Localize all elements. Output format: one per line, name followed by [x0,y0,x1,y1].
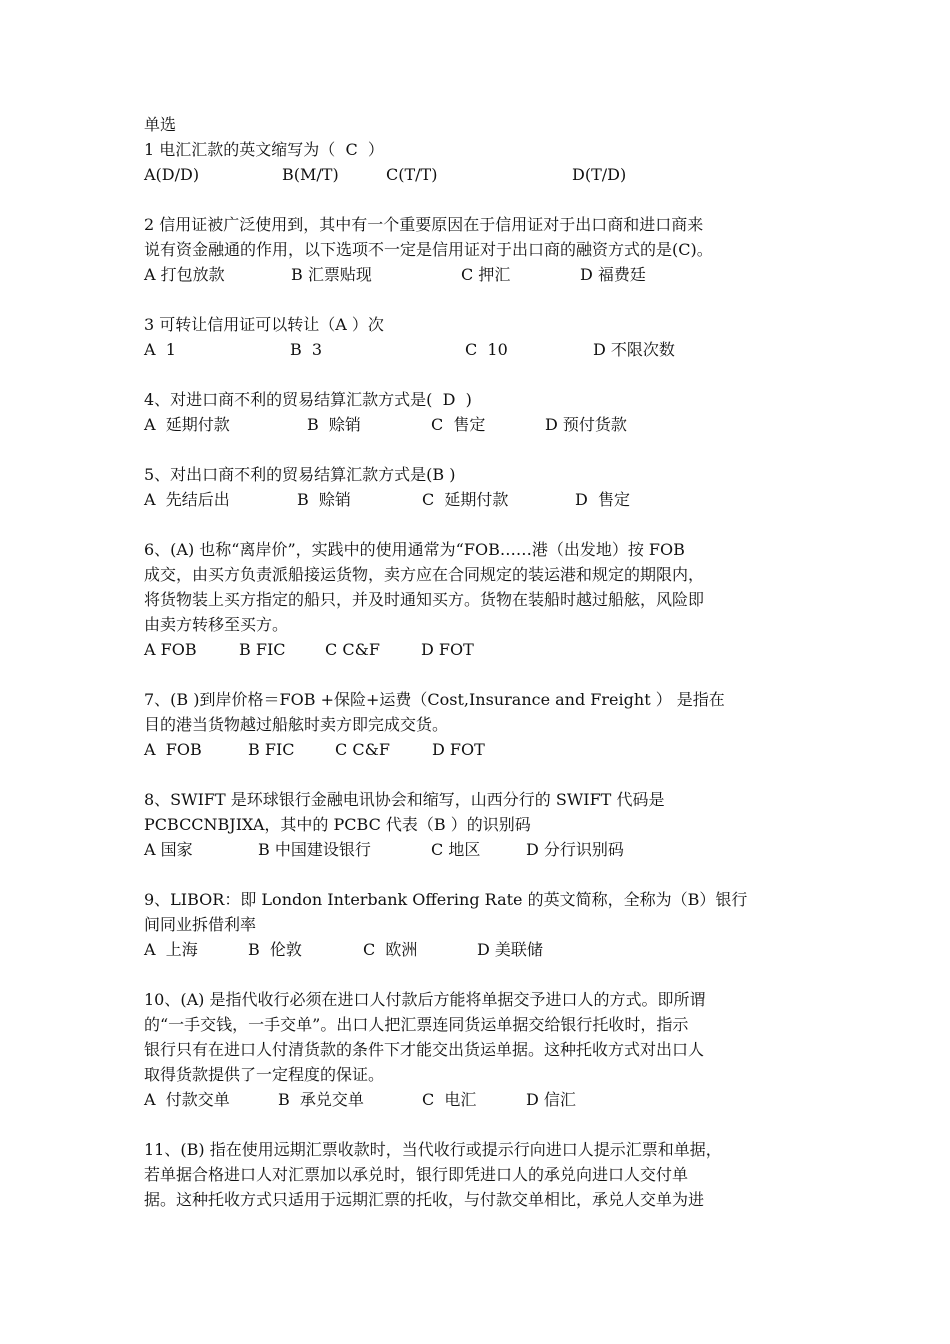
question-3 [144,312,814,362]
option-c: C 10 [465,340,508,359]
question-text: 银行只有在进口人付清货款的条件下才能交出货运单据。这种托收方式对出口人 [144,1040,705,1059]
option-b: B FIC [248,740,295,759]
question-4 [144,387,814,437]
question-text: 3 可转让信用证可以转让（A ）次 [144,315,384,334]
option-a: A 打包放款 [144,265,225,284]
option-b: B 赊销 [307,415,361,434]
question-text: 5、对出口商不利的贸易结算汇款方式是(B ) [144,465,456,484]
options-row [144,162,814,187]
question-text: 将货物装上买方指定的船只，并及时通知买方。货物在装船时越过船舷，风险即 [144,590,705,609]
question-text: 9、LIBOR：即 London Interbank Offering Rate 的英文简称，全称为（B）银行 [144,890,748,909]
option-b: B(M/T) [282,165,339,184]
option-a: A(D/D) [144,165,200,184]
question-text: 成交，由买方负责派船接运货物，卖方应在合同规定的装运港和规定的期限内， [144,565,705,584]
option-a: A FOB [144,640,197,659]
option-a: A 上海 [144,940,198,959]
question-text: 的“一手交钱，一手交单”。出口人把汇票连同货运单据交给银行托收时，指示 [144,1015,689,1034]
question-text: 取得货款提供了一定程度的保证。 [144,1065,385,1084]
option-d: D 信汇 [526,1090,576,1109]
option-d: D 不限次数 [593,340,675,359]
question-11 [144,1137,814,1212]
option-d: D 分行识别码 [526,840,624,859]
option-c: C 欧洲 [363,940,418,959]
option-c: C 押汇 [461,265,511,284]
question-7 [144,687,814,762]
question-text: 目的港当货物越过船舷时卖方即完成交货。 [144,715,449,734]
options-row [144,637,814,662]
question-text: 1 电汇汇款的英文缩写为（ C ） [144,140,384,159]
question-6 [144,537,814,662]
option-b: B 承兑交单 [278,1090,364,1109]
option-d: D 预付货款 [545,415,627,434]
option-a: A 1 [144,340,176,359]
option-c: C 电汇 [422,1090,477,1109]
option-c: C 延期付款 [422,490,509,509]
question-text: 间同业拆借利率 [144,915,257,934]
question-5 [144,462,814,512]
options-row [144,837,814,862]
option-b: B 伦敦 [248,940,302,959]
options-row [144,1087,814,1112]
question-text: PCBCCNBJIXA，其中的 PCBC 代表（B ）的识别码 [144,815,531,834]
options-row [144,737,814,762]
option-d: D FOT [421,640,474,659]
question-text: 2 信用证被广泛使用到，其中有一个重要原因在于信用证对于出口商和进口商来 [144,215,704,234]
option-d: D 售定 [575,490,631,509]
option-a: A 付款交单 [144,1090,230,1109]
question-9 [144,887,814,962]
option-a: A FOB [144,740,202,759]
options-row [144,337,814,362]
question-text: 11、(B) 指在使用远期汇票收款时，当代收行或提示行向进口人提示汇票和单据， [144,1140,722,1159]
option-b: B 汇票贴现 [291,265,372,284]
option-a: A 国家 [144,840,193,859]
option-d: D 美联储 [477,940,543,959]
option-b: B 3 [290,340,323,359]
section-header: 单选 [144,115,177,134]
option-c: C C&F [335,740,390,759]
question-text: 8、SWIFT 是环球银行金融电讯协会和缩写，山西分行的 SWIFT 代码是 [144,790,665,809]
option-d: D(T/D) [572,165,627,184]
question-text: 由卖方转移至买方。 [144,615,289,634]
document-page [144,112,814,1212]
option-b: B FIC [239,640,286,659]
options-row [144,487,814,512]
option-d: D 福费廷 [580,265,646,284]
option-c: C 售定 [431,415,486,434]
options-row [144,412,814,437]
question-text: 说有资金融通的作用，以下选项不一定是信用证对于出口商的融资方式的是(C)。 [144,240,713,259]
question-8 [144,787,814,862]
option-b: B 中国建设银行 [258,840,371,859]
question-text: 据。这种托收方式只适用于远期汇票的托收，与付款交单相比，承兑人交单为进 [144,1190,705,1209]
option-a: A 先结后出 [144,490,230,509]
option-b: B 赊销 [297,490,351,509]
question-10 [144,987,814,1112]
option-c: C C&F [325,640,380,659]
question-text: 10、(A) 是指代收行必须在进口人付款后方能将单据交予进口人的方式。即所谓 [144,990,706,1009]
question-2 [144,212,814,287]
option-c: C(T/T) [386,165,438,184]
option-d: D FOT [432,740,485,759]
question-text: 7、(B )到岸价格＝FOB +保险+运费（Cost,Insurance and Freight ） 是指在 [144,690,725,709]
options-row [144,262,814,287]
option-a: A 延期付款 [144,415,230,434]
question-text: 4、对进口商不利的贸易结算汇款方式是( D ) [144,390,472,409]
question-1 [144,137,814,187]
question-text: 若单据合格进口人对汇票加以承兑时，银行即凭进口人的承兑向进口人交付单 [144,1165,689,1184]
question-text: 6、(A) 也称“离岸价”，实践中的使用通常为“FOB……港（出发地）按 FOB [144,540,685,559]
options-row [144,937,814,962]
option-c: C 地区 [431,840,481,859]
